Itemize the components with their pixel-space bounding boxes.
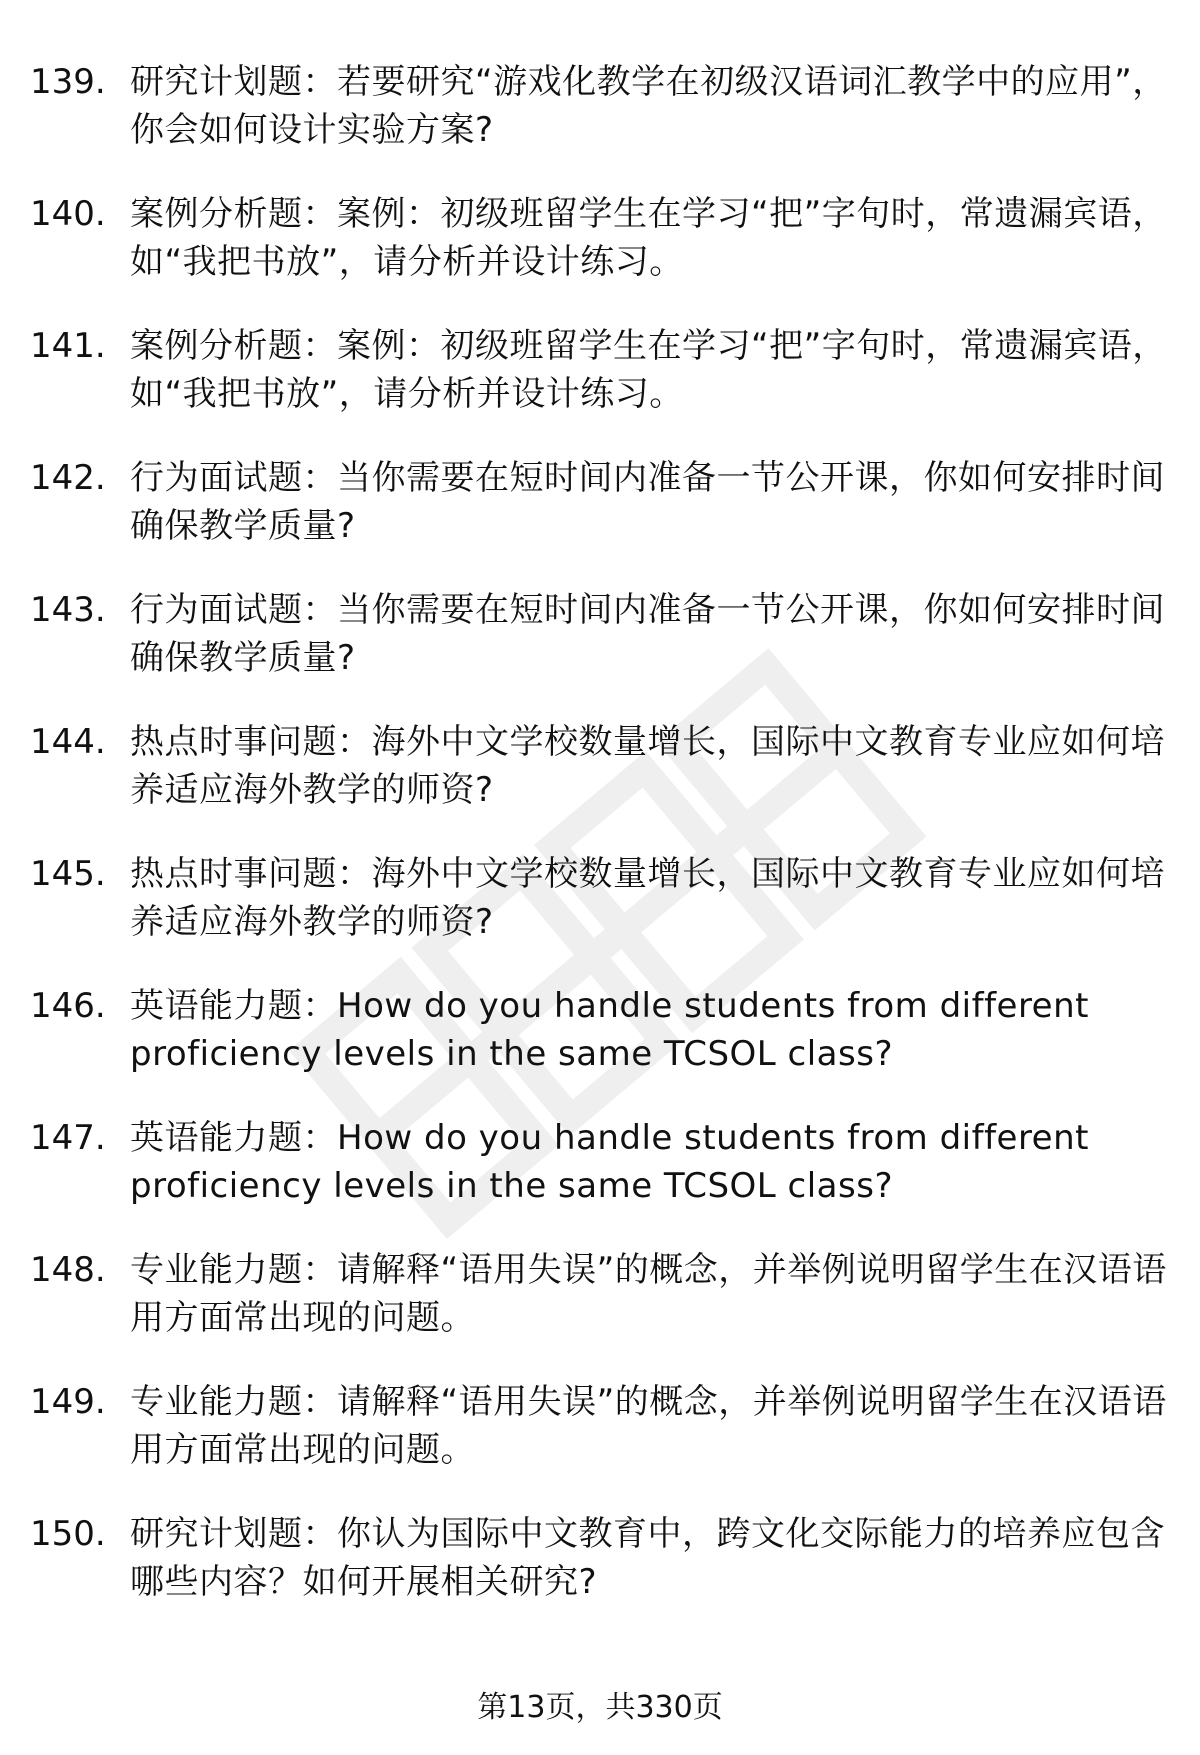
question-text: 案例分析题：案例：初级班留学生在学习“把”字句时，常遗漏宾语，如“我把书放”，请分析并设计练习。 (130, 326, 1167, 414)
question-item (30, 718, 1180, 850)
question-item (30, 982, 1180, 1114)
question-list (30, 58, 1180, 1642)
question-text: 专业能力题：请解释“语用失误”的概念，并举例说明留学生在汉语语用方面常出现的问题。 (130, 1382, 1167, 1470)
question-number: 143. (30, 590, 106, 630)
question-number: 147. (30, 1118, 106, 1158)
question-text: 热点时事问题：海外中文学校数量增长，国际中文教育专业应如何培养适应海外教学的师资? (130, 854, 1165, 942)
question-item (30, 454, 1180, 586)
question-text: 案例分析题：案例：初级班留学生在学习“把”字句时，常遗漏宾语，如“我把书放”，请分析并设计练习。 (130, 194, 1167, 282)
question-number: 150. (30, 1514, 106, 1554)
question-item (30, 1114, 1180, 1246)
question-number: 141. (30, 326, 106, 366)
question-text: 行为面试题：当你需要在短时间内准备一节公开课，你如何安排时间确保教学质量? (130, 458, 1165, 546)
page-footer (0, 1688, 1200, 1728)
question-text: 行为面试题：当你需要在短时间内准备一节公开课，你如何安排时间确保教学质量? (130, 590, 1165, 678)
question-number: 142. (30, 458, 106, 498)
question-number: 149. (30, 1382, 106, 1422)
page-number-label: 第13页，共330页 (477, 1690, 723, 1725)
question-number: 144. (30, 722, 106, 762)
question-item (30, 850, 1180, 982)
question-item (30, 190, 1180, 322)
question-text: 专业能力题：请解释“语用失误”的概念，并举例说明留学生在汉语语用方面常出现的问题。 (130, 1250, 1167, 1338)
question-text: 英语能力题：How do you handle students from different proficiency levels in the same TCSOL class? (130, 1118, 1089, 1206)
question-number: 145. (30, 854, 106, 894)
question-item (30, 322, 1180, 454)
question-item (30, 1378, 1180, 1510)
question-text: 研究计划题：若要研究“游戏化教学在初级汉语词汇教学中的应用”，你会如何设计实验方案? (130, 62, 1167, 150)
question-item (30, 1246, 1180, 1378)
question-text: 热点时事问题：海外中文学校数量增长，国际中文教育专业应如何培养适应海外教学的师资? (130, 722, 1165, 810)
question-text: 英语能力题：How do you handle students from different proficiency levels in the same TCSOL class? (130, 986, 1089, 1074)
question-number: 148. (30, 1250, 106, 1290)
question-number: 139. (30, 62, 106, 102)
question-item (30, 58, 1180, 190)
question-item (30, 586, 1180, 718)
question-item (30, 1510, 1180, 1642)
question-number: 146. (30, 986, 106, 1026)
question-number: 140. (30, 194, 106, 234)
question-text: 研究计划题：你认为国际中文教育中，跨文化交际能力的培养应包含哪些内容？如何开展相关研究? (130, 1514, 1165, 1602)
